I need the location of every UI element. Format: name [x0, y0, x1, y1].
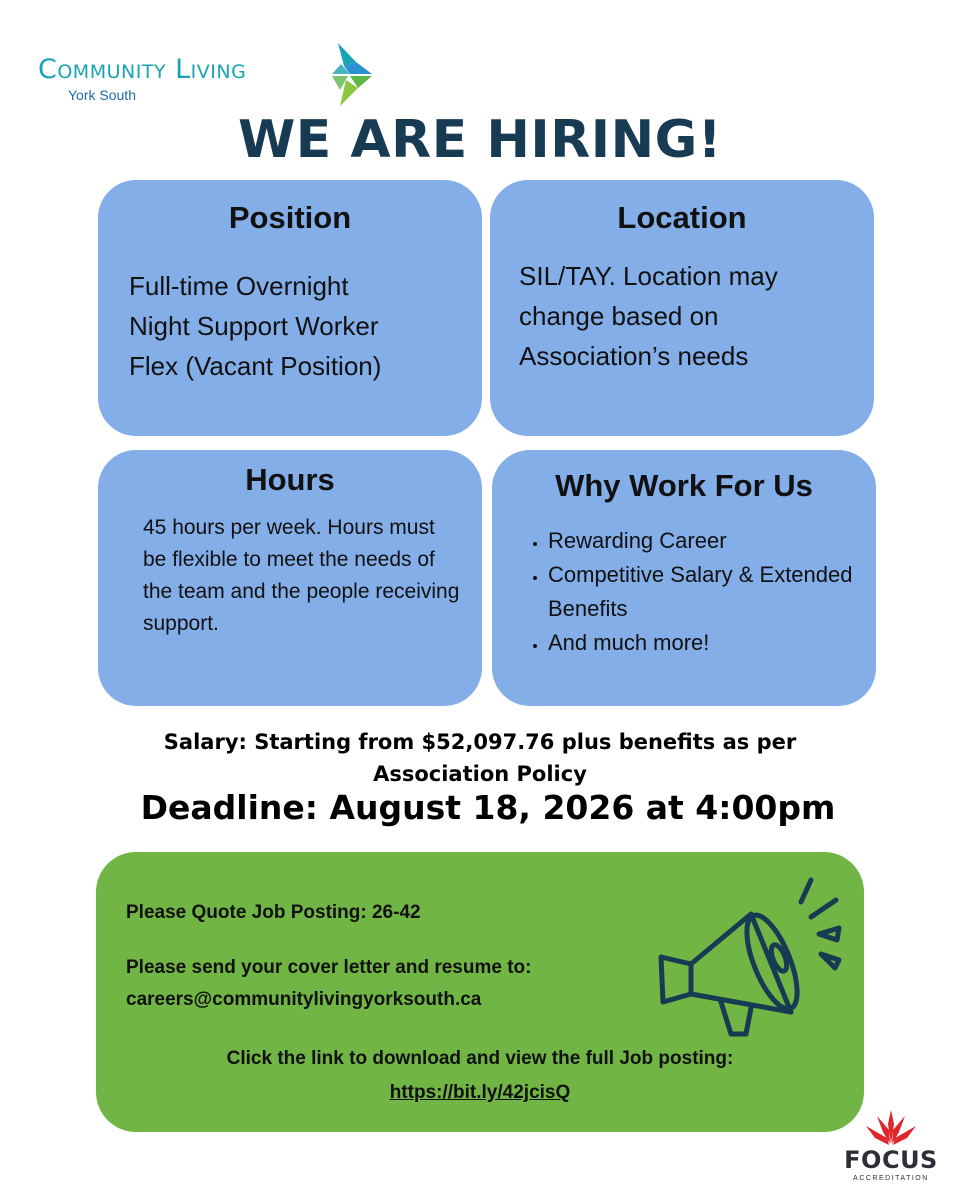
location-title: Location — [617, 200, 747, 235]
position-line: Flex (Vacant Position) — [129, 351, 382, 381]
position-line: Night Support Worker — [129, 311, 379, 341]
benefit-item: • And much more! — [548, 626, 876, 660]
why-work-title: Why Work For Us — [555, 468, 813, 503]
job-posting-quote: Please Quote Job Posting: 26-42 — [126, 902, 421, 923]
why-work-card — [492, 450, 876, 706]
megaphone-icon — [651, 862, 851, 1042]
logo-subtitle: York South — [68, 87, 136, 103]
logo-diamond-icon — [288, 40, 388, 110]
hours-title: Hours — [245, 462, 335, 497]
focus-word: FOCUS — [844, 1146, 938, 1174]
location-body: SIL/TAY. Location may change based on Association’s needs — [519, 261, 778, 371]
logo-name: Community Living — [38, 54, 247, 85]
position-body — [129, 266, 381, 386]
focus-accreditation-logo — [838, 1108, 948, 1188]
location-card — [490, 180, 874, 436]
focus-tagline: ACCREDITATION — [853, 1175, 929, 1182]
position-title: Position — [228, 200, 352, 235]
position-line: Full-time Overnight — [129, 271, 349, 301]
salary-text: Salary: Starting from $52,097.76 plus benefits as per Association Policy — [163, 730, 797, 786]
maple-leaf-icon — [863, 1108, 919, 1148]
careers-email[interactable]: careers@communitylivingyorksouth.ca — [126, 989, 482, 1010]
deadline-text: Deadline: August 18, 2026 at 4:00pm — [140, 788, 836, 827]
benefits-list — [528, 524, 876, 660]
position-card — [98, 180, 482, 436]
community-living-logo — [38, 40, 358, 110]
job-posting-link[interactable]: https://bit.ly/42jcisQ — [389, 1082, 571, 1103]
hours-card — [98, 450, 482, 706]
send-line: Please send your cover letter and resume to: — [126, 957, 532, 978]
headline: WE ARE HIRING! — [237, 110, 723, 170]
apply-box — [96, 852, 864, 1132]
send-instructions — [126, 952, 532, 1016]
hours-body: 45 hours per week. Hours must be flexible to meet the needs of the team and the people receiving support. — [143, 516, 460, 635]
benefit-item: • Competitive Salary & Extended Benefits — [548, 558, 876, 626]
benefit-item: • Rewarding Career — [548, 524, 876, 558]
download-instructions: Click the link to download and view the full Job posting: — [226, 1048, 734, 1069]
